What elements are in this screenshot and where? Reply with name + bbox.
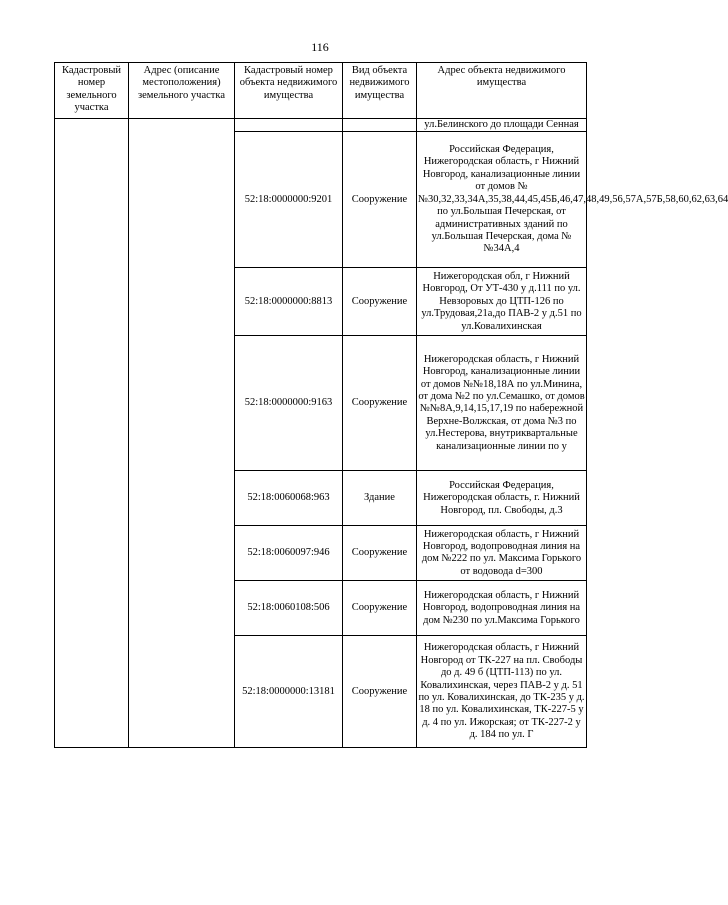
header-land-address: Адрес (описание местоположения) земельного участка — [129, 63, 235, 119]
object-type-cell: Сооружение — [343, 336, 417, 471]
object-address-cell: Нижегородская область, г Нижний Новгород от ТК-227 на пл. Свободы до д. 49 б (ЦТП-113) по ул. Ковалихинская, через ПАВ-2 у д. 51 по ул. Ковалихинская, до ТК-235 у д. 18 по ул. Ковалихинская, ТК-227-5 у д. 4 по ул. Ижорская; от ТК-227-2 у д. 184 по ул. Г — [417, 636, 587, 748]
object-address-cell: Нижегородская область, г Нижний Новгород, водопроводная линия на дом №222 по ул. Максима Горького от водовода d=300 — [417, 526, 587, 581]
object-type-cell: Сооружение — [343, 526, 417, 581]
header-object-address: Адрес объекта недвижимого имущества — [417, 63, 587, 119]
object-address-cell: Нижегородская обл, г Нижний Новгород, От УТ-430 у д.111 по ул. Невзоровых до ЦТП-126 по ул.Трудовая,21а,до ПАВ-2 у д.51 по ул.Ковалихинская — [417, 268, 587, 336]
object-cadastral-cell: 52:18:0060108:506 — [235, 581, 343, 636]
object-cadastral-cell: 52:18:0000000:8813 — [235, 268, 343, 336]
header-object-cadastral-number: Кадастровый номер объекта недвижимого имущества — [235, 63, 343, 119]
page-number: 116 — [311, 40, 329, 54]
object-address-cell: ул.Белинского до площади Сенная — [417, 119, 587, 132]
object-cadastral-cell: 52:18:0060068:963 — [235, 471, 343, 526]
object-type-cell: Здание — [343, 471, 417, 526]
object-type-cell: Сооружение — [343, 268, 417, 336]
table-header-row — [55, 63, 587, 119]
object-type-cell: Сооружение — [343, 636, 417, 748]
header-object-type: Вид объекта недвижимого имущества — [343, 63, 417, 119]
object-address-cell: Российская Федерация, Нижегородская область, г Нижний Новгород, канализационные линии от домов №№30,32,33,34А,35,38,44,45,45Б,46,47,48,49,56,57А,57Б,58,60,62,63,64 по ул.Большая Печерская, от административных зданий по ул.Большая Печерская, дома №№34А,4 — [417, 132, 587, 268]
object-cadastral-cell — [235, 119, 343, 132]
table-row — [55, 119, 587, 132]
object-address-cell: Нижегородская область, г Нижний Новгород, водопроводная линия на дом №230 по ул.Максима Горького — [417, 581, 587, 636]
header-land-cadastral-number: Кадастровый номер земельного участка — [55, 63, 129, 119]
object-cadastral-cell: 52:18:0000000:9201 — [235, 132, 343, 268]
land-address-cell — [129, 119, 235, 748]
object-type-cell: Сооружение — [343, 132, 417, 268]
land-cadastral-cell — [55, 119, 129, 748]
object-address-cell: Российская Федерация, Нижегородская область, г. Нижний Новгород, пл. Свободы, д.3 — [417, 471, 587, 526]
object-cadastral-cell: 52:18:0000000:9163 — [235, 336, 343, 471]
object-type-cell — [343, 119, 417, 132]
object-type-cell: Сооружение — [343, 581, 417, 636]
object-cadastral-cell: 52:18:0000000:13181 — [235, 636, 343, 748]
object-address-cell: Нижегородская область, г Нижний Новгород, канализационные линии от домов №№18,18А по ул.Минина, от дома №2 по ул.Семашко, от домов №№8А,9,14,15,17,19 по набережной Верхне-Волжская, от дома №3 по ул.Нестерова, внутриквартальные канализационные линии по у — [417, 336, 587, 471]
property-table — [54, 62, 728, 748]
object-cadastral-cell: 52:18:0060097:946 — [235, 526, 343, 581]
